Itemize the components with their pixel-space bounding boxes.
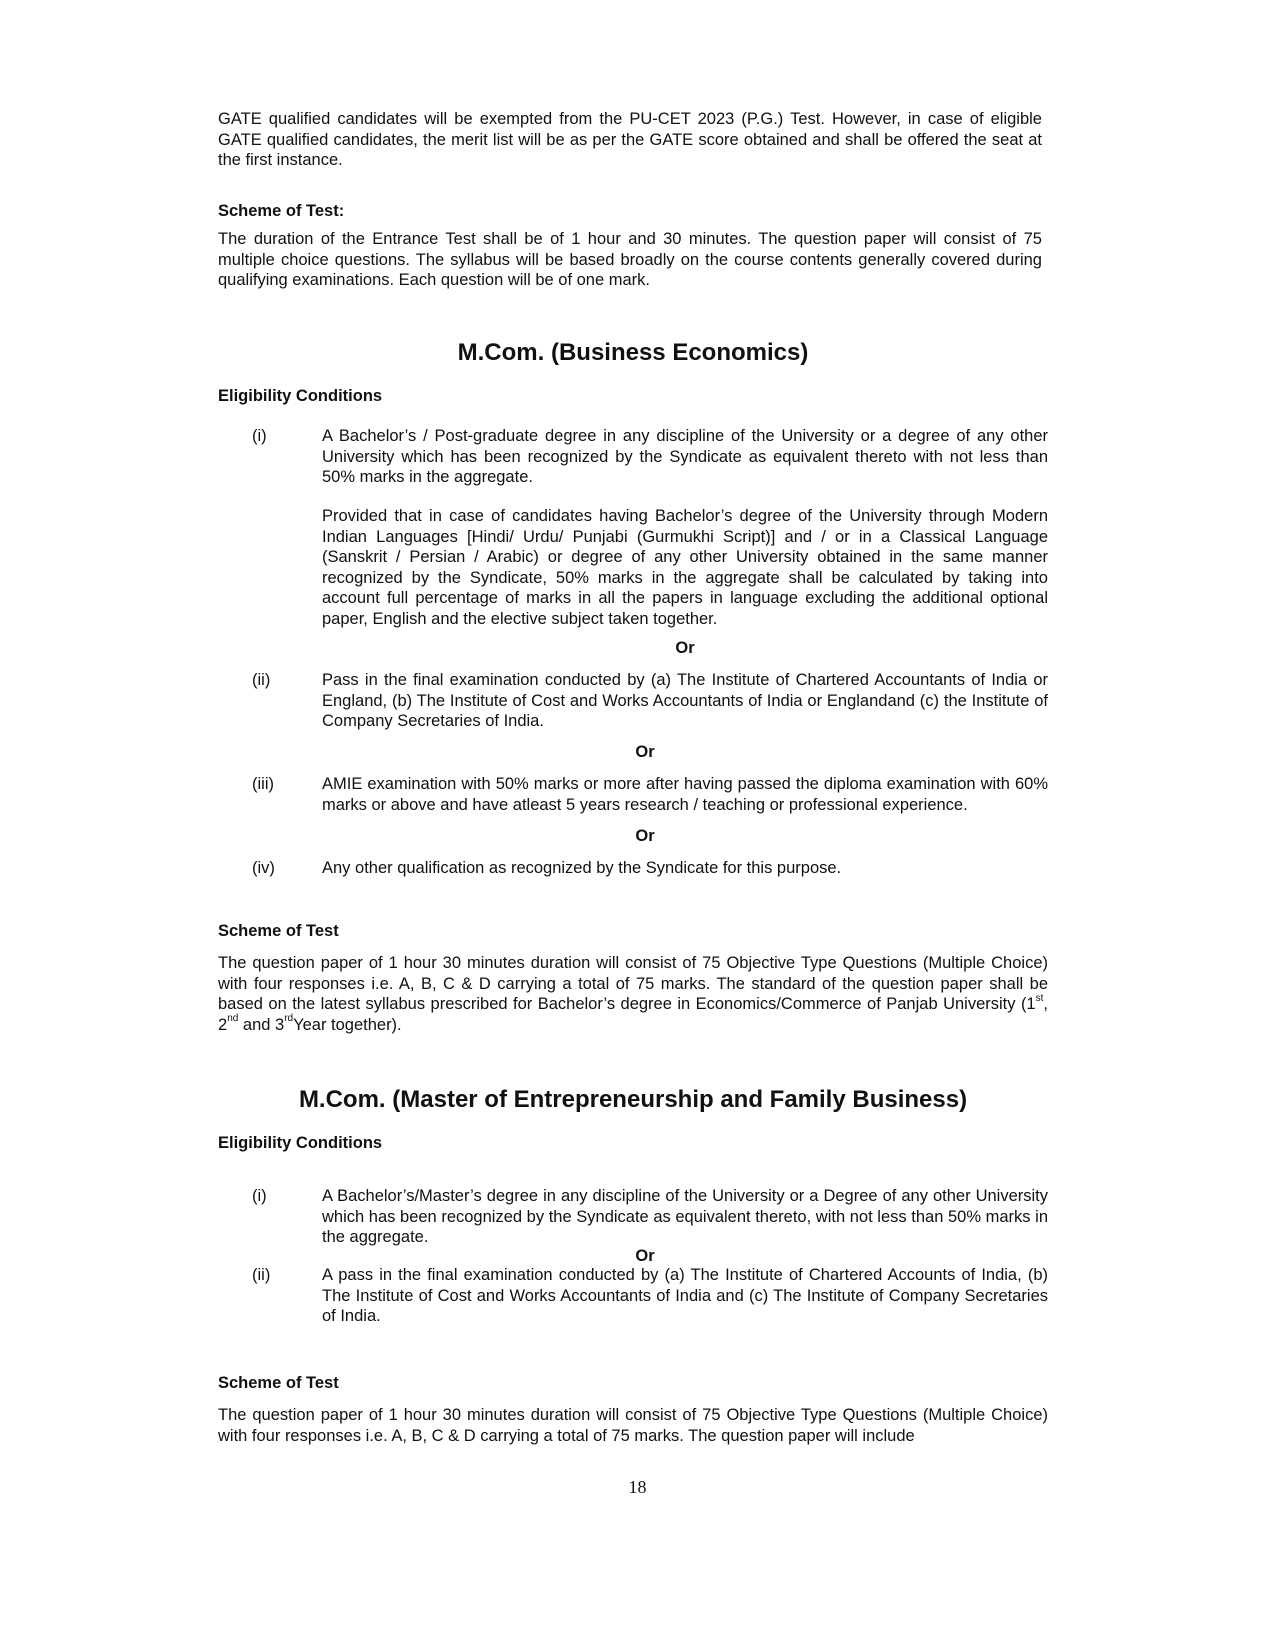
list-item-number: (i)	[252, 427, 267, 445]
page-number: 18	[628, 1477, 647, 1497]
scheme-heading: Scheme of Test:	[218, 202, 345, 220]
list-item-number: (iv)	[252, 859, 275, 877]
list-item-text: A pass in the final examination conducted by (a) The Institute of Chartered Accounts of India, (b) The Institute of Cost and Works Accountants of India and (c) The Institute of Company Secretaries of India.	[322, 1266, 1048, 1325]
scheme-heading: Scheme of Test	[218, 922, 339, 940]
or-separator: Or	[675, 639, 695, 657]
list-item-text: Any other qualification as recognized by the Syndicate for this purpose.	[322, 859, 842, 877]
superscript: st	[1035, 992, 1044, 1004]
list-item-proviso: Provided that in case of candidates having Bachelor’s degree of the University through Modern Indian Languages [Hindi/ Urdu/ Punjabi (Gurmukhi Script)] and / or in a Classical Language (Sanskrit / Persian / Arabic) or degree of any other University obtained in the same manner recognized by the Syndicate, 50% marks in the aggregate shall be calculated by taking into account full percentage of marks in all the papers in language excluding the additional optional paper, English and the elective subject taken together.	[322, 507, 1048, 628]
list-item	[252, 1186, 267, 1207]
eligibility-heading: Eligibility Conditions	[218, 1134, 383, 1152]
list-item-text: A Bachelor’s/Master’s degree in any discipline of the University or a Degree of any other University which has been recognized by the Syndicate as equivalent thereto, with not less than 50% marks in the aggregate.	[322, 1187, 1048, 1246]
or-separator: Or	[635, 743, 655, 761]
list-item-text: AMIE examination with 50% marks or more after having passed the diploma examination with 60% marks or above and have atleast 5 years research / teaching or professional experience.	[322, 775, 1048, 814]
list-item-number: (iii)	[252, 775, 274, 793]
superscript: rd	[284, 1013, 294, 1024]
scheme-paragraph: The duration of the Entrance Test shall be of 1 hour and 30 minutes. The question paper will consist of 75 multiple choice questions. The syllabus will be based broadly on the course contents generally covered during qualifying examinations. Each question will be of one mark.	[218, 230, 1042, 289]
scheme-paragraph: The question paper of 1 hour 30 minutes duration will consist of 75 Objective Type Questions (Multiple Choice) with four responses i.e. A, B, C & D carrying a total of 75 marks. The question paper will include	[218, 1406, 1048, 1445]
section-title-entrepreneurship: M.Com. (Master of Entrepreneurship and Family Business)	[298, 1086, 968, 1113]
section-title-business-economics: M.Com. (Business Economics)	[457, 339, 809, 366]
scheme-paragraph	[218, 953, 1048, 1035]
list-item-text: Pass in the final examination conducted by (a) The Institute of Chartered Accountants of India or England, (b) The Institute of Cost and Works Accountants of India or Englandand (c) the Institute of Company Secretaries of India.	[322, 671, 1048, 730]
list-item	[252, 858, 275, 879]
or-separator: Or	[635, 827, 655, 845]
or-separator: Or	[635, 1247, 655, 1265]
scheme-text: The question paper of 1 hour 30 minutes duration will consist of 75 Objective Type Questions (Multiple Choice) with four responses i.e. A, B, C & D carrying a total of 75 marks. The standard of the question paper shall be based on the latest syllabus prescribed for Bachelor’s degree in Economics/Commerce of Panjab University (1	[218, 954, 1048, 1013]
list-item	[252, 670, 270, 691]
list-item	[252, 774, 274, 795]
list-item-number: (ii)	[252, 671, 271, 689]
scheme-text: , 2	[218, 995, 1048, 1034]
list-item-number: (ii)	[252, 1266, 271, 1284]
eligibility-heading: Eligibility Conditions	[218, 387, 383, 405]
scheme-heading: Scheme of Test	[218, 1374, 339, 1392]
superscript: nd	[227, 1013, 239, 1024]
scheme-text: and 3	[238, 1015, 285, 1034]
scheme-text: Year together).	[293, 1015, 402, 1034]
list-item-text: A Bachelor’s / Post-graduate degree in any discipline of the University or a degree of any other University which has been recognized by the Syndicate as equivalent thereto with not less than 50% marks in the aggregate.	[322, 427, 1048, 486]
intro-paragraph: GATE qualified candidates will be exempted from the PU-CET 2023 (P.G.) Test. However, in case of eligible GATE qualified candidates, the merit list will be as per the GATE score obtained and shall be offered the seat at the first instance.	[218, 110, 1042, 169]
list-item-number: (i)	[252, 1187, 267, 1205]
list-item	[252, 1265, 270, 1286]
